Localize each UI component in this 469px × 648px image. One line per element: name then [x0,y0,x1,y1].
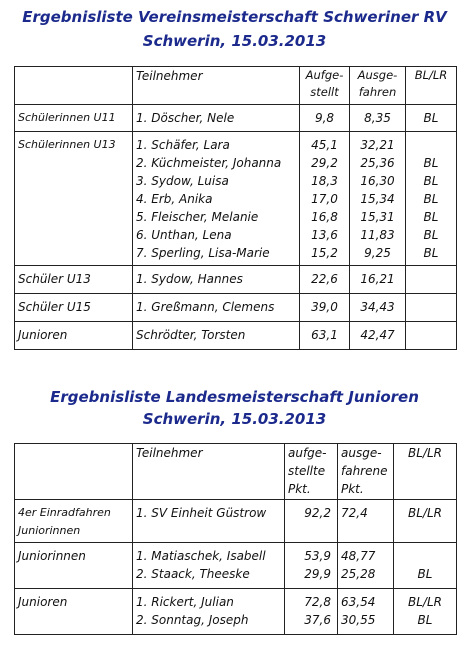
category-label: Schülerinnen U13 [18,138,116,151]
header-ridden-1: Ausge- [357,68,398,82]
header-participant: Teilnehmer [136,69,203,83]
placed-value: 22,6 [311,272,338,286]
table1-subtitle: Schwerin, 15.03.2013 [142,32,327,50]
bl-value: BL [423,192,439,206]
ridden-value: 72,4 [341,506,368,520]
bl-value: BL [423,246,439,260]
table-row [15,543,457,589]
table-header-row [15,444,457,500]
ridden-value: 25,28 [341,567,376,581]
bl-value [409,298,453,316]
ridden-value: 25,36 [360,156,395,170]
bl-value: BL [423,156,439,170]
participant-name: 1. SV Einheit Güstrow [136,506,267,520]
participant-name: 3. Sydow, Luisa [136,174,229,188]
table2-title: Ergebnisliste Landesmeisterschaft Junioren [50,388,419,406]
placed-value: 72,8 [304,595,331,609]
category-label: Juniorinnen [18,524,81,537]
header-placed-1: aufge- [288,446,327,460]
ridden-value: 8,35 [364,111,391,125]
bl-value: BL [417,567,433,581]
participant-name: 7. Sperling, Lisa-Marie [136,246,270,260]
bl-value: BL [423,111,439,125]
participant-name: 1. Matiaschek, Isabell [136,549,266,563]
header-bl: BL/LR [408,446,442,460]
placed-value: 29,9 [304,567,331,581]
header-ridden-2: fahrene [341,464,388,478]
placed-value: 29,2 [311,156,338,170]
placed-value: 18,3 [311,174,338,188]
ridden-value: 9,25 [364,246,391,260]
bl-value: BL/LR [408,595,442,609]
header-placed-2: stellt [310,85,339,99]
table-row [15,500,457,543]
ridden-value: 16,30 [360,174,395,188]
category-label: Schülerinnen U11 [18,111,116,124]
header-placed-1: Aufge- [305,68,344,82]
participant-name: 2. Küchmeister, Johanna [136,156,282,170]
ridden-value: 15,34 [360,192,395,206]
placed-value: 63,1 [311,328,338,342]
results-table-club [14,66,457,350]
placed-value: 9,8 [314,111,335,125]
table-row [15,322,457,350]
category-label: Junioren [18,328,68,342]
participant-name: 1. Döscher, Nele [136,111,235,125]
ridden-value: 15,31 [360,210,395,224]
participant-name: 6. Unthan, Lena [136,228,232,242]
category-label: Juniorinnen [18,549,86,563]
table-header-row [15,67,457,105]
participant-name: 1. Schäfer, Lara [136,138,230,152]
ridden-value: 42,47 [360,328,395,342]
participant-name: 1. Rickert, Julian [136,595,234,609]
bl-value: BL [423,210,439,224]
placed-value: 92,2 [304,506,331,520]
bl-value [409,326,453,344]
placed-value: 45,1 [311,138,338,152]
placed-value: 39,0 [311,300,338,314]
table-row [15,132,457,266]
ridden-value: 32,21 [360,138,395,152]
bl-value [409,136,453,154]
ridden-value: 16,21 [360,272,395,286]
category-label: Schüler U15 [18,300,91,314]
participant-name: 1. Greßmann, Clemens [136,300,275,314]
participant-name: Schrödter, Torsten [136,328,246,342]
ridden-value: 34,43 [360,300,395,314]
header-ridden-3: Pkt. [341,482,364,496]
placed-value: 16,8 [311,210,338,224]
participant-name: 1. Sydow, Hannes [136,272,243,286]
table-row [15,589,457,635]
bl-value: BL/LR [408,506,442,520]
placed-value: 15,2 [311,246,338,260]
bl-value: BL [417,613,433,627]
header-placed-3: Pkt. [288,482,311,496]
table-row [15,294,457,322]
category-label: 4er Einradfahren [18,506,111,519]
bl-value: BL [423,174,439,188]
results-table-state [14,443,457,635]
placed-value: 17,0 [311,192,338,206]
table2-subtitle: Schwerin, 15.03.2013 [142,410,327,428]
category-label: Junioren [18,595,68,609]
participant-name: 4. Erb, Anika [136,192,213,206]
header-bl: BL/LR [414,68,448,82]
header-ridden-1: ausge- [341,446,382,460]
participant-name: 2. Sonntag, Joseph [136,613,249,627]
ridden-value: 48,77 [341,549,376,563]
placed-value: 53,9 [304,549,331,563]
bl-value [397,547,453,565]
ridden-value: 11,83 [360,228,395,242]
category-label: Schüler U13 [18,272,91,286]
placed-value: 37,6 [304,613,331,627]
header-placed-2: stellte [288,464,326,478]
participant-name: 2. Staack, Theeske [136,567,250,581]
ridden-value: 30,55 [341,613,376,627]
participant-name: 5. Fleischer, Melanie [136,210,259,224]
placed-value: 13,6 [311,228,338,242]
header-participant: Teilnehmer [136,446,203,460]
table1-title: Ergebnisliste Vereinsmeisterschaft Schweriner RV [22,8,447,26]
bl-value: BL [423,228,439,242]
ridden-value: 63,54 [341,595,376,609]
header-ridden-2: fahren [358,85,397,99]
bl-value [409,270,453,288]
table-row [15,105,457,132]
table-row [15,266,457,294]
